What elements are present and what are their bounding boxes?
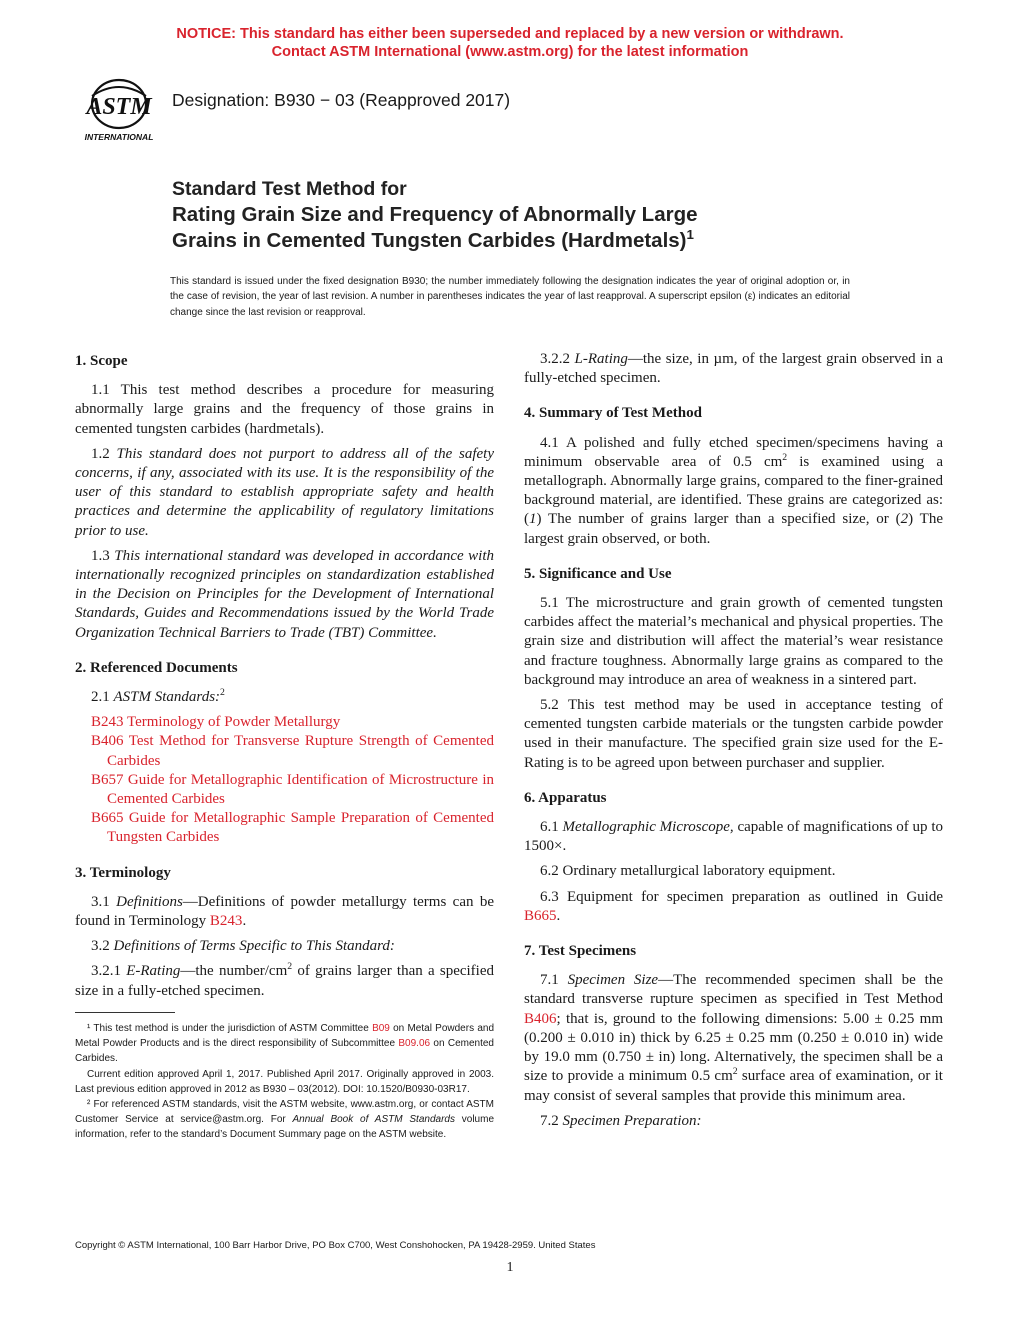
notice-line-1: NOTICE: This standard has either been superseded and replaced by a new version or withdrawn. bbox=[176, 26, 844, 42]
footnotes bbox=[75, 1021, 494, 1143]
ref-link-b665[interactable]: B665 Guide for Metallographic Sample Preparation of Cemented Tungsten Carbides bbox=[91, 810, 494, 846]
para-1-1: 1.1 This test method describes a procedure for measuring abnormally large grains and the frequency of those grains in cemented tungsten carbides (hardmetals). bbox=[75, 382, 494, 437]
para-3-2: 3.2 Definitions of Terms Specific to This Standard: bbox=[91, 938, 395, 955]
footnote-divider bbox=[75, 1012, 175, 1013]
para-7-1: 7.1 Specimen Size—The recommended specimen shall be the standard transverse rupture specimen as specified in Test Method B406; that is, ground to the following dimensions: 5.00 ± 0.25 mm (0.200 ± 0.010 in) thick by 6.25 ± 0.25 mm (0.250 ± 0.010 in) wide by 19.0 mm (0.750 ± in) long. Alternatively, the specimen shall be a size to provide a minimum 0.5 $cm^2$ surface area of examination, or it may consist of several samples that provide this minimum area. bbox=[524, 972, 944, 1104]
notice-banner bbox=[0, 25, 1020, 61]
para-5-2: 5.2 This test method may be used in acceptance testing of cemented tungsten carbide materials or the tungsten carbide powder used in their manufacture. The specified grain size used for the E-Rating is to be agreed upon between purchaser and supplier. bbox=[524, 697, 943, 771]
para-5-1: 5.1 The microstructure and grain growth of cemented tungsten carbides affect the material’s mechanical and physical properties. The grain size and distribution will affect the material’s wear resistance and fracture toughness. Abnormally large grains as compared to the background may introduce an area of weakness in a sintered part. bbox=[524, 595, 943, 688]
link-b09-06[interactable]: B09.06 bbox=[398, 1038, 431, 1050]
section-heading-significance: 5. Significance and Use bbox=[524, 565, 672, 582]
footnote-1-edition: Current edition approved April 1, 2017. Published April 2017. Originally approved in 2003. Last previous edition approved in 2012 as B930 – 03(2012). DOI: 10.1520/B0930-03R17. bbox=[75, 1068, 494, 1095]
para-6-1: 6.1 Metallographic Microscope, capable of magnifications of up to 1500×. bbox=[524, 819, 944, 855]
footnote-1: ¹ This test method is under the jurisdiction of ASTM Committee B09 on Metal Powders and Metal Powder Products and is the direct responsibility of Subcommittee B09.06 on Cemented Carbides. bbox=[75, 1023, 495, 1065]
right-column bbox=[524, 350, 943, 1137]
para-4-1: 4.1 A polished and fully etched specimen/specimens having a minimum observable area of 0.5 $cm^2$ is examined using a metallograph. Abnormally large grains, compared to the finer-grained background material, are identified. These grains are categorized as: (1) The number of grains larger than a specified size, or (2) The largest grain observed, or both. bbox=[524, 434, 944, 547]
ref-link-b657[interactable]: B657 Guide for Metallographic Identification of Microstructure in Cemented Carbides bbox=[91, 771, 494, 808]
para-7-2: 7.2 Specimen Preparation: bbox=[540, 1112, 702, 1129]
title-line-1: Standard Test Method for bbox=[172, 178, 407, 200]
copyright: Copyright © ASTM International, 100 Barr Harbor Drive, PO Box C700, West Conshohocken, PA 19428-2959. United States bbox=[75, 1240, 596, 1251]
para-3-2-2: 3.2.2 L-Rating—the size, in µm, of the largest grain observed in a fully-etched specimen. bbox=[524, 351, 944, 387]
notice-line-2: Contact ASTM International (www.astm.org) for the latest information bbox=[271, 44, 749, 60]
link-b665[interactable]: B665 bbox=[524, 907, 557, 924]
title-footnote-mark: 1 bbox=[686, 227, 694, 243]
section-heading-referenced: 2. Referenced Documents bbox=[75, 659, 238, 676]
para-1-3: 1.3 This international standard was developed in accordance with internationally recognized principles on standardization established in the Decision on Principles for the Development of International Standards, Guides and Recommendations issued by the World Trade Organization Technical Barriers to Trade (TBT) Committee. bbox=[75, 547, 494, 641]
designation: Designation: B930 − 03 (Reapproved 2017) bbox=[172, 90, 511, 110]
astm-logo-icon bbox=[78, 74, 160, 144]
left-column bbox=[75, 350, 494, 1007]
title-line-2: Rating Grain Size and Frequency of Abnormally Large bbox=[172, 203, 698, 226]
section-heading-apparatus: 6. Apparatus bbox=[524, 789, 607, 806]
section-heading-scope: 1. Scope bbox=[75, 353, 128, 369]
para-6-3: 6.3 Equipment for specimen preparation as outlined in Guide B665. bbox=[524, 888, 943, 924]
para-3-1: 3.1 Definitions—Definitions of powder metallurgy terms can be found in Terminology B243. bbox=[75, 893, 495, 930]
issued-note: This standard is issued under the fixed designation B930; the number immediately following the designation indicates the year of original adoption or, in the case of revision, the year of last revision. A number in parentheses indicates the year of last reapproval. A superscript epsilon (ε) indicates an editorial change since the last revision or reapproval. bbox=[170, 276, 850, 318]
section-heading-terminology: 3. Terminology bbox=[75, 864, 171, 881]
link-b09[interactable]: B09 bbox=[372, 1023, 390, 1034]
para-2-1: 2.1 ASTM Standards:$^2$ bbox=[91, 687, 225, 706]
para-6-2: 6.2 Ordinary metallurgical laboratory equipment. bbox=[540, 863, 836, 880]
link-b406[interactable]: B406 bbox=[524, 1010, 557, 1027]
ref-link-b406[interactable]: B406 Test Method for Transverse Rupture Strength of Cemented Carbides bbox=[91, 733, 494, 769]
link-b243[interactable]: B243 bbox=[209, 913, 243, 930]
section-heading-summary: 4. Summary of Test Method bbox=[524, 405, 702, 422]
document-title bbox=[172, 176, 872, 254]
ref-link-b243[interactable]: B243 Terminology of Powder Metallurgy bbox=[91, 714, 341, 731]
para-1-2: 1.2 This standard does not purport to address all of the safety concerns, if any, associated with its use. It is the responsibility of the user of this standard to establish appropriate safety and health practices and determine the applicability of regulatory limitations prior to use. bbox=[75, 445, 495, 539]
para-3-2-1: 3.2.1 E-Rating—the number/$cm^2$ of grains larger than a specified size in a fully-etched specimen. bbox=[75, 961, 495, 999]
logo-text: ASTM bbox=[86, 94, 152, 120]
section-heading-specimens: 7. Test Specimens bbox=[524, 943, 637, 960]
logo-subtext: INTERNATIONAL bbox=[84, 132, 154, 142]
footnote-2: ² For referenced ASTM standards, visit the ASTM website, www.astm.org, or contact ASTM Customer Service at service@astm.org. For Annual Book of ASTM Standards volume information, refer to the standard’s Document Summary page on the ASTM website. bbox=[75, 1099, 494, 1141]
title-line-3: Grains in Cemented Tungsten Carbides (Hardmetals) bbox=[172, 229, 687, 252]
page-number: 1 bbox=[506, 1260, 514, 1275]
